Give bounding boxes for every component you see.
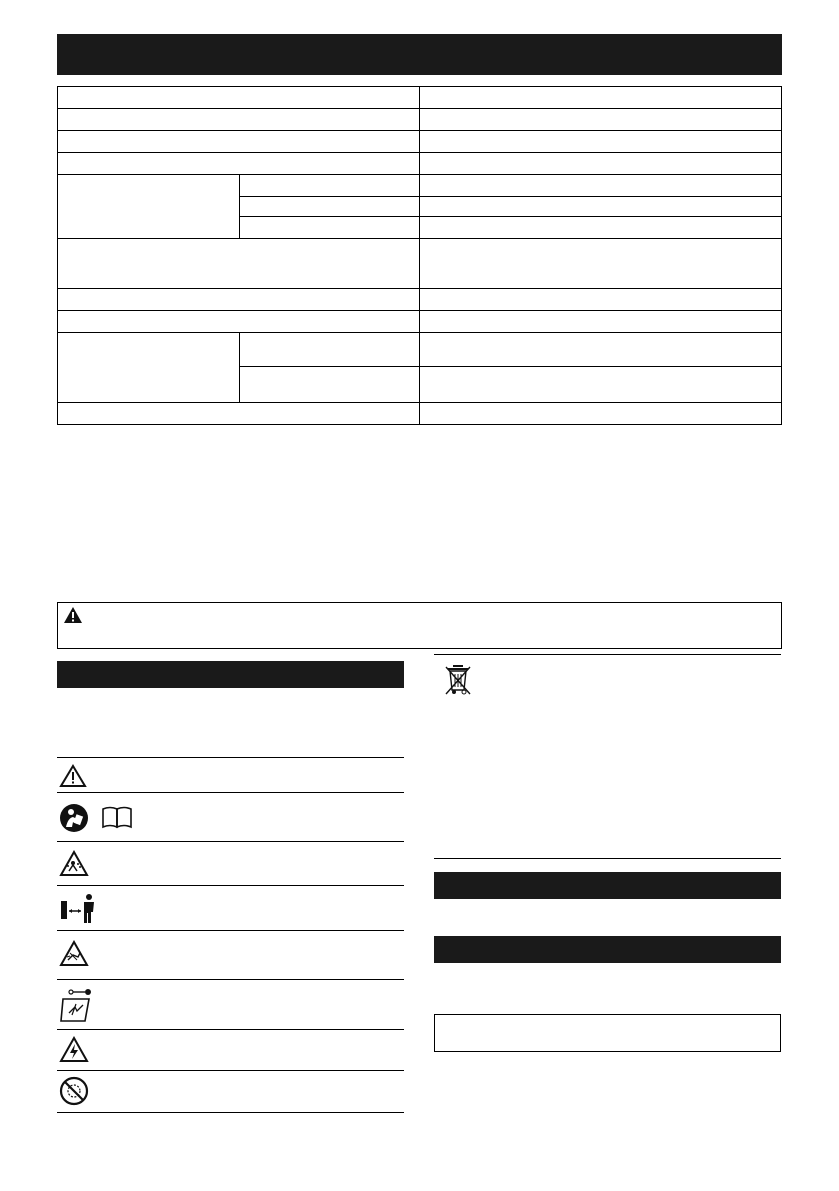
section-heading-bar-1 bbox=[434, 872, 781, 899]
remove-key-before-maintenance-icon bbox=[59, 987, 95, 1025]
weee-section bbox=[434, 654, 781, 859]
symbol-row-remove-key bbox=[57, 979, 404, 1030]
no-blade-icon bbox=[59, 1076, 89, 1106]
cutting-hazard-icon bbox=[59, 940, 89, 968]
symbol-row-read-manual bbox=[57, 792, 404, 842]
crossed-out-wheeled-bin-icon bbox=[444, 664, 472, 696]
warning-notice-box bbox=[57, 602, 782, 649]
symbol-row-electric-shock bbox=[57, 1029, 404, 1071]
symbol-row-cutting-hazard bbox=[57, 930, 404, 980]
symbol-row-no-blade bbox=[57, 1070, 404, 1113]
warning-triangle-icon bbox=[59, 764, 87, 788]
symbol-row-thrown-objects bbox=[57, 841, 404, 886]
thrown-objects-hazard-icon bbox=[59, 850, 89, 878]
symbols-list bbox=[57, 757, 404, 1112]
symbol-row-keep-distance bbox=[57, 885, 404, 931]
specifications-table bbox=[57, 86, 782, 425]
electric-shock-hazard-icon bbox=[59, 1036, 89, 1064]
warning-triangle-icon bbox=[63, 606, 83, 624]
note-box bbox=[434, 1014, 781, 1052]
read-manual-icon bbox=[59, 803, 139, 833]
keep-distance-icon bbox=[59, 893, 99, 925]
symbols-heading-bar bbox=[57, 661, 404, 688]
section-heading-bar-2 bbox=[434, 936, 781, 963]
specifications-heading-bar bbox=[57, 34, 782, 75]
symbol-row-caution bbox=[57, 757, 404, 793]
